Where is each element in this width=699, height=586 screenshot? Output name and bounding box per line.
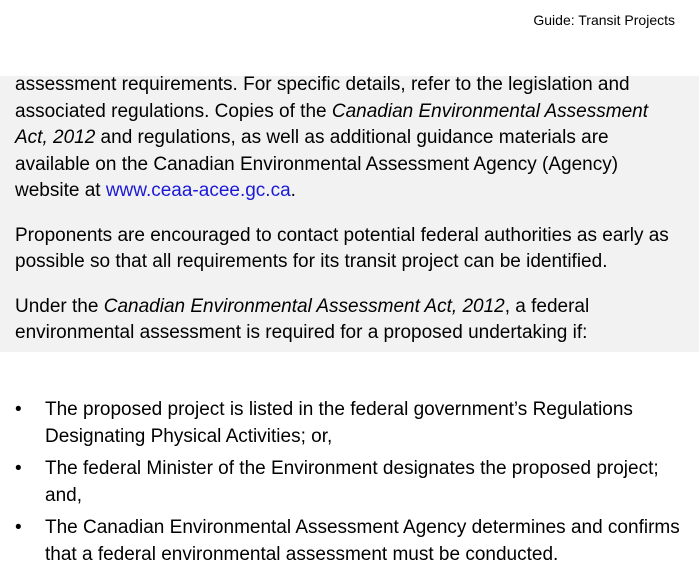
list-item: • The proposed project is listed in the federal government’s Regulations Designating Physical Activities; or, — [15, 399, 633, 447]
act-title: Canadian Environmental Assessment Act, 2012 — [15, 100, 648, 148]
bullet-icon: • — [15, 517, 22, 538]
condition-list — [15, 397, 685, 574]
list-item: • The federal Minister of the Environment designates the proposed project; and, — [15, 458, 659, 506]
bullet-icon: • — [15, 399, 22, 420]
paragraph-under-act: Under the Canadian Environmental Assessment Act, 2012, a federal environmental assessment is required for a proposed undertaking if: — [15, 295, 590, 343]
act-title: Canadian Environmental Assessment Act, 2012 — [103, 295, 505, 317]
document-body — [15, 72, 685, 365]
running-header: Guide: Transit Projects — [533, 12, 675, 28]
paragraph-requirements: assessment requirements. For specific details, refer to the legislation and associated regulations. Copies of the Canadian Environmental Assessment Act, 2012 and regulations, as well as additional guidance materials are available on the Canadian Environmental Assessment Agency (Agency) website at www.ceaa-acee.gc.ca. — [15, 74, 648, 201]
paragraph-proponents: Proponents are encouraged to contact potential federal authorities as early as possible so that all requirements for its transit project can be identified. — [15, 224, 669, 272]
bullet-icon: • — [15, 458, 22, 479]
list-item: • The Canadian Environmental Assessment Agency determines and confirms that a federal environmental assessment must be conducted. — [15, 517, 680, 565]
agency-website-link[interactable]: www.ceaa-acee.gc.ca — [105, 180, 291, 201]
